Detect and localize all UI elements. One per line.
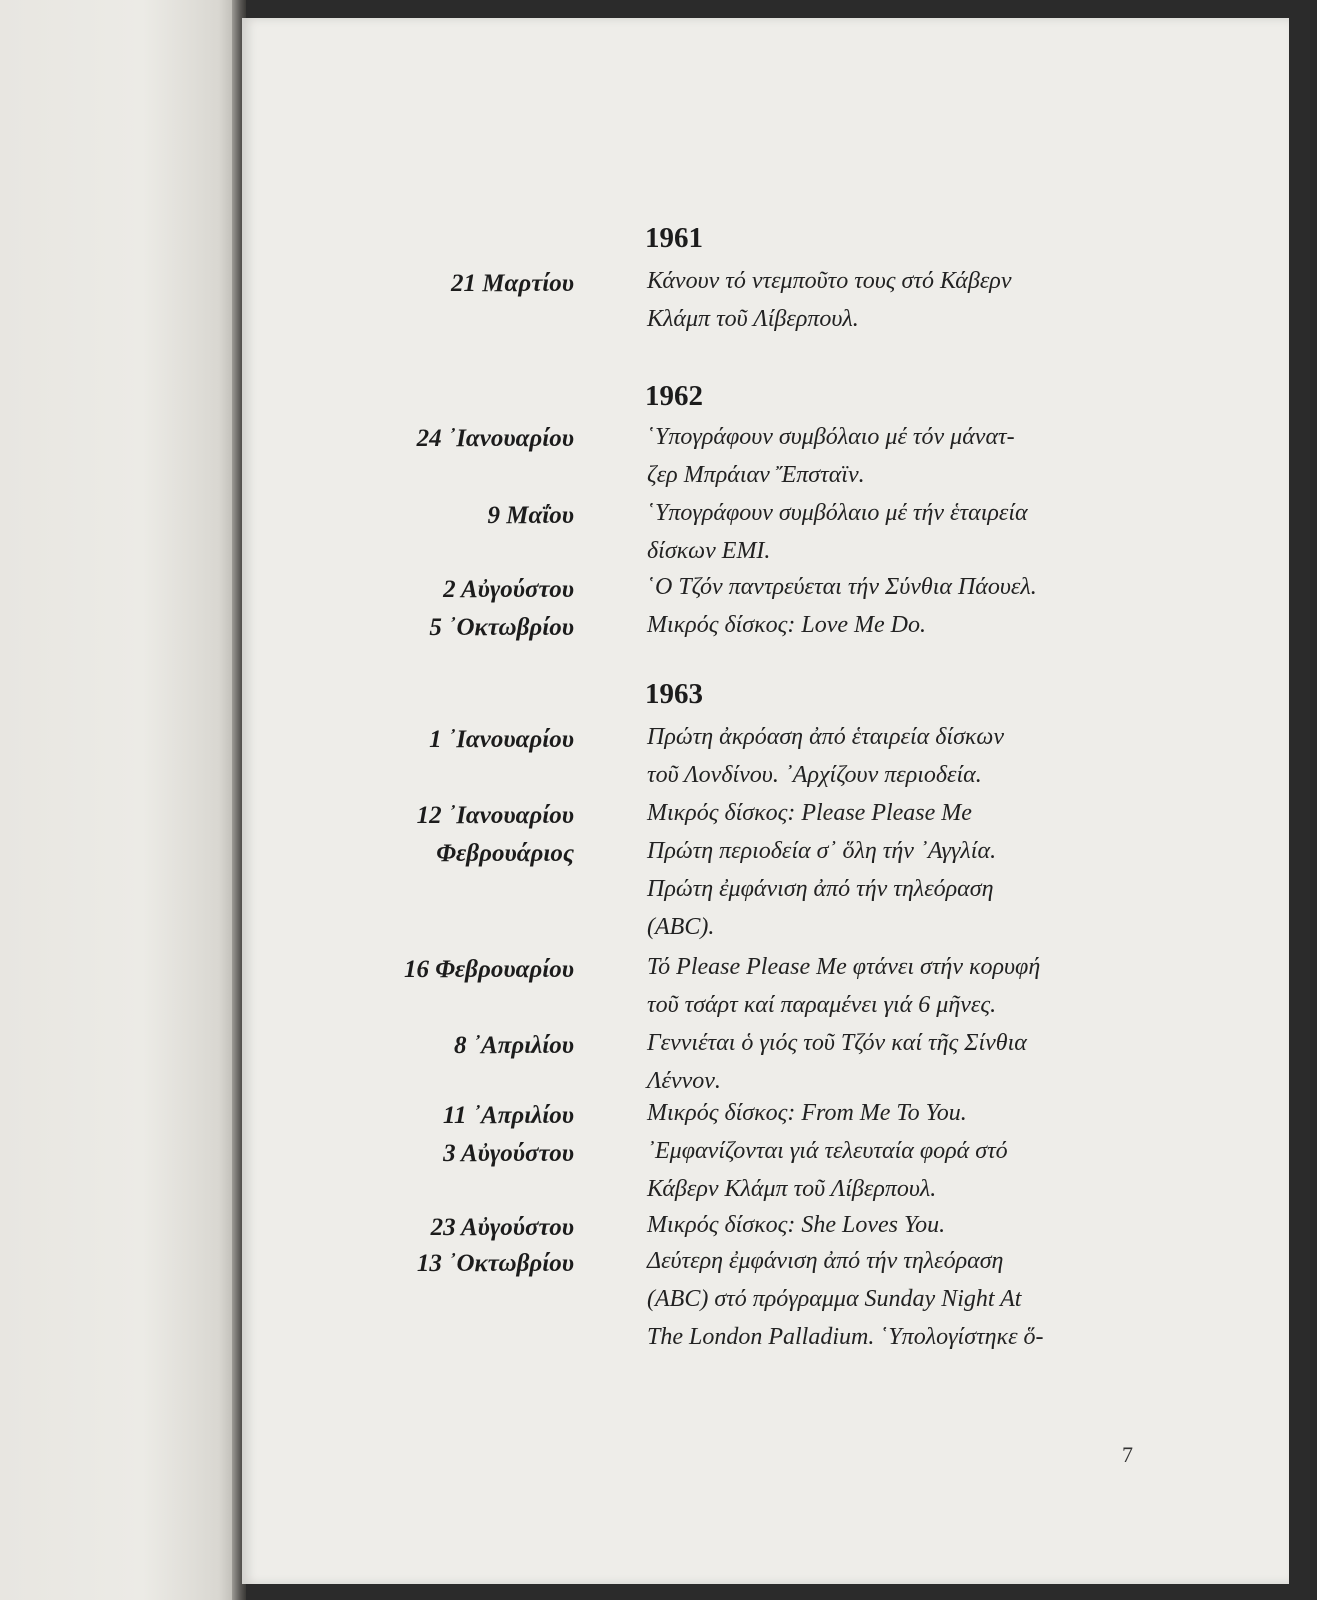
year-heading: 1963 [645, 678, 703, 710]
page-number: 7 [1122, 1442, 1133, 1467]
chronology [242, 18, 1289, 1584]
entry-date: 23 Αὐγούστου [430, 1214, 574, 1241]
entry-date: 9 Μαΐου [487, 502, 574, 529]
entry-description: Τό Please Please Me φτάνει στήν κορυφή τοῦ τσάρτ καί παραμένει γιά 6 μῆνες. [647, 954, 1041, 1018]
entry-date: 21 Μαρτίου [451, 270, 574, 297]
entry-date: Φεβρουάριος [436, 840, 574, 867]
entry-description: Μικρός δίσκος: From Me To You. [647, 1100, 967, 1126]
entry-date: 11 ᾿Απριλίου [442, 1102, 574, 1129]
entry-date: 13 ᾿Οκτωβρίου [416, 1250, 574, 1277]
entry-description: Γεννιέται ὁ γιός τοῦ Τζόν καί τῆς Σίνθια Λέννον. [647, 1030, 1027, 1094]
entry-description: ῾Υπογράφουν συμβόλαιο μέ τόν μάνατ- ζερ Μπράιαν Ἔπσταϊν. [647, 424, 1015, 488]
right-page [242, 18, 1289, 1584]
entry-description: Μικρός δίσκος: She Loves You. [647, 1212, 946, 1238]
entry-date: 12 ᾿Ιανουαρίου [416, 802, 574, 829]
entry-description: ᾿Εμφανίζονται γιά τελευταία φορά στό Κάβερν Κλάμπ τοῦ Λίβερπουλ. [647, 1138, 1008, 1202]
entry-date: 16 Φεβρουαρίου [403, 956, 574, 983]
entry-date: 3 Αὐγούστου [443, 1140, 574, 1167]
entry-description: ῾Ο Τζόν παντρεύεται τήν Σύνθια Πάουελ. [647, 574, 1037, 600]
entry-description: Κάνουν τό ντεμποῦτο τους στό Κάβερν Κλάμπ τοῦ Λίβερπουλ. [647, 268, 1012, 332]
entry-date: 8 ᾿Απριλίου [453, 1032, 574, 1059]
entry-description: Πρώτη ἀκρόαση ἀπό ἑταιρεία δίσκων τοῦ Λονδίνου. ᾿Αρχίζουν περιοδεία. [647, 724, 1005, 788]
entry-description: Δεύτερη ἐμφάνιση ἀπό τήν τηλεόραση (ABC) στό πρόγραμμα Sunday Night At The London Palladium. ῾Υπολογίστηκε ὅ- [647, 1248, 1044, 1350]
entry-description: Μικρός δίσκος: Please Please Me [647, 800, 972, 826]
entry-description: Πρώτη περιοδεία σ᾿ ὅλη τήν ᾿Αγγλία. Πρώτη ἐμφάνιση ἀπό τήν τηλεόραση (ABC). [647, 838, 997, 940]
entry-date: 24 ᾿Ιανουαρίου [416, 425, 574, 452]
entry-date: 1 ᾿Ιανουαρίου [429, 726, 574, 753]
year-heading: 1961 [645, 222, 703, 254]
entry-date: 2 Αὐγούστου [443, 576, 574, 603]
entry-description: ῾Υπογράφουν συμβόλαιο μέ τήν ἑταιρεία δίσκων EMI. [647, 500, 1028, 564]
left-page [0, 0, 238, 1600]
entry-date: 5 ᾿Οκτωβρίου [429, 614, 574, 641]
entry-description: Μικρός δίσκος: Love Me Do. [647, 612, 926, 638]
year-heading: 1962 [645, 380, 703, 412]
